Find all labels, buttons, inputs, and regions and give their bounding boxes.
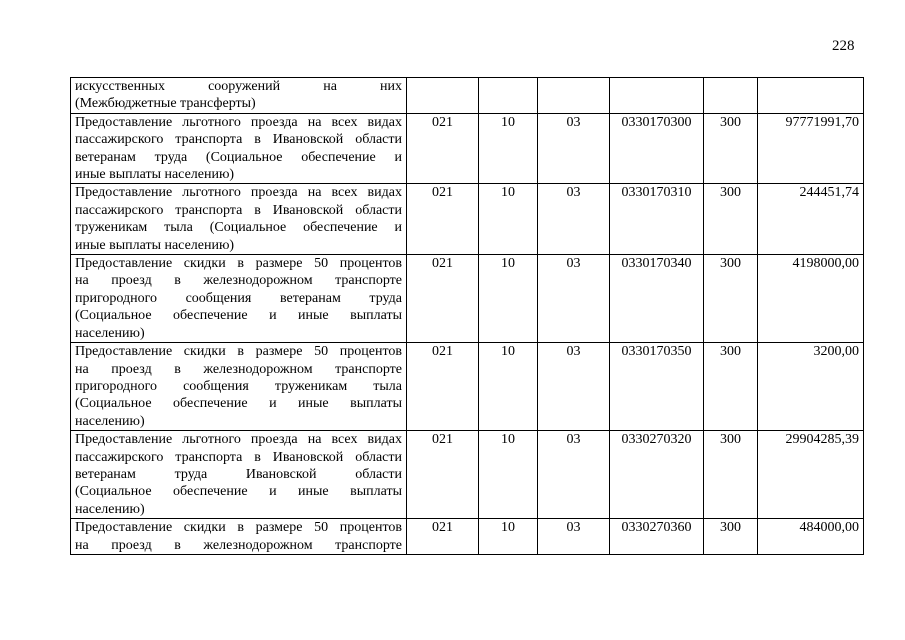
subsection-code-cell: 03 bbox=[538, 519, 610, 555]
target-article-cell: 0330170340 bbox=[610, 255, 704, 343]
description-line: населению) bbox=[75, 413, 145, 429]
section-code-cell: 10 bbox=[479, 431, 538, 519]
description-line: ветеранам труда Ивановской области bbox=[75, 466, 402, 482]
target-article-cell: 0330170350 bbox=[610, 343, 704, 431]
amount-cell: 97771991,70 bbox=[758, 113, 864, 184]
amount-cell: 4198000,00 bbox=[758, 255, 864, 343]
description-line: Предоставление скидки в размере 50 процентов bbox=[75, 256, 402, 272]
description-cell bbox=[71, 255, 407, 343]
subsection-code-cell: 03 bbox=[538, 184, 610, 255]
description-cell bbox=[71, 431, 407, 519]
description-cell bbox=[71, 343, 407, 431]
description-line: Предоставление скидки в размере 50 процентов bbox=[75, 344, 402, 360]
table-row bbox=[71, 184, 864, 255]
table-row bbox=[71, 255, 864, 343]
ministry-code-cell bbox=[407, 78, 479, 114]
subsection-code-cell: 03 bbox=[538, 343, 610, 431]
ministry-code-cell: 021 bbox=[407, 184, 479, 255]
description-line: на проезд в железнодорожном транспорте bbox=[75, 537, 402, 553]
page-number: 228 bbox=[832, 38, 855, 54]
description-line: иные выплаты населению) bbox=[75, 167, 235, 183]
description-line: (Социальное обеспечение и иные выплаты bbox=[75, 396, 402, 412]
description-cell bbox=[71, 113, 407, 184]
expense-type-cell bbox=[704, 78, 758, 114]
target-article-cell bbox=[610, 78, 704, 114]
description-line: пассажирского транспорта в Ивановской области bbox=[75, 449, 402, 465]
table-row bbox=[71, 78, 864, 114]
section-code-cell bbox=[479, 78, 538, 114]
section-code-cell: 10 bbox=[479, 184, 538, 255]
section-code-cell: 10 bbox=[479, 113, 538, 184]
amount-cell: 484000,00 bbox=[758, 519, 864, 555]
expense-type-cell: 300 bbox=[704, 431, 758, 519]
description-line: населению) bbox=[75, 501, 145, 517]
amount-cell: 3200,00 bbox=[758, 343, 864, 431]
description-line: на проезд в железнодорожном транспорте bbox=[75, 361, 402, 377]
table-row bbox=[71, 519, 864, 555]
description-line: труженикам тыла (Социальное обеспечение и bbox=[75, 220, 402, 236]
section-code-cell: 10 bbox=[479, 519, 538, 555]
expense-type-cell: 300 bbox=[704, 519, 758, 555]
description-line: пассажирского транспорта в Ивановской области bbox=[75, 132, 402, 148]
table-body bbox=[71, 78, 864, 555]
description-cell bbox=[71, 184, 407, 255]
target-article-cell: 0330270320 bbox=[610, 431, 704, 519]
target-article-cell: 0330170310 bbox=[610, 184, 704, 255]
description-line: ветеранам труда (Социальное обеспечение и bbox=[75, 149, 402, 165]
target-article-cell: 0330170300 bbox=[610, 113, 704, 184]
table-row bbox=[71, 113, 864, 184]
description-line: (Социальное обеспечение и иные выплаты bbox=[75, 484, 402, 500]
description-line: пригородного сообщения ветеранам труда bbox=[75, 290, 402, 306]
description-line: (Социальное обеспечение и иные выплаты bbox=[75, 308, 402, 324]
description-line: населению) bbox=[75, 325, 145, 341]
target-article-cell: 0330270360 bbox=[610, 519, 704, 555]
section-code-cell: 10 bbox=[479, 343, 538, 431]
subsection-code-cell: 03 bbox=[538, 255, 610, 343]
table-row bbox=[71, 343, 864, 431]
description-line: искусственных сооружений на них bbox=[75, 79, 402, 94]
ministry-code-cell: 021 bbox=[407, 519, 479, 555]
description-cell bbox=[71, 519, 407, 555]
amount-cell bbox=[758, 78, 864, 114]
section-code-cell: 10 bbox=[479, 255, 538, 343]
description-line: на проезд в железнодорожном транспорте bbox=[75, 273, 402, 289]
description-line: Предоставление скидки в размере 50 процентов bbox=[75, 520, 402, 536]
description-line: Предоставление льготного проезда на всех видах bbox=[75, 432, 402, 448]
subsection-code-cell: 03 bbox=[538, 431, 610, 519]
table-row bbox=[71, 431, 864, 519]
subsection-code-cell bbox=[538, 78, 610, 114]
description-line: пассажирского транспорта в Ивановской области bbox=[75, 202, 402, 218]
description-cell bbox=[71, 78, 407, 114]
description-line: Предоставление льготного проезда на всех видах bbox=[75, 185, 402, 201]
description-line: (Межбюджетные трансферты) bbox=[75, 96, 256, 112]
ministry-code-cell: 021 bbox=[407, 431, 479, 519]
ministry-code-cell: 021 bbox=[407, 113, 479, 184]
amount-cell: 29904285,39 bbox=[758, 431, 864, 519]
expense-type-cell: 300 bbox=[704, 184, 758, 255]
description-line: пригородного сообщения труженикам тыла bbox=[75, 378, 402, 394]
expense-type-cell: 300 bbox=[704, 343, 758, 431]
budget-table bbox=[70, 77, 864, 555]
ministry-code-cell: 021 bbox=[407, 255, 479, 343]
ministry-code-cell: 021 bbox=[407, 343, 479, 431]
expense-type-cell: 300 bbox=[704, 255, 758, 343]
amount-cell: 244451,74 bbox=[758, 184, 864, 255]
description-line: Предоставление льготного проезда на всех видах bbox=[75, 114, 402, 130]
subsection-code-cell: 03 bbox=[538, 113, 610, 184]
description-line: иные выплаты населению) bbox=[75, 237, 235, 253]
expense-type-cell: 300 bbox=[704, 113, 758, 184]
